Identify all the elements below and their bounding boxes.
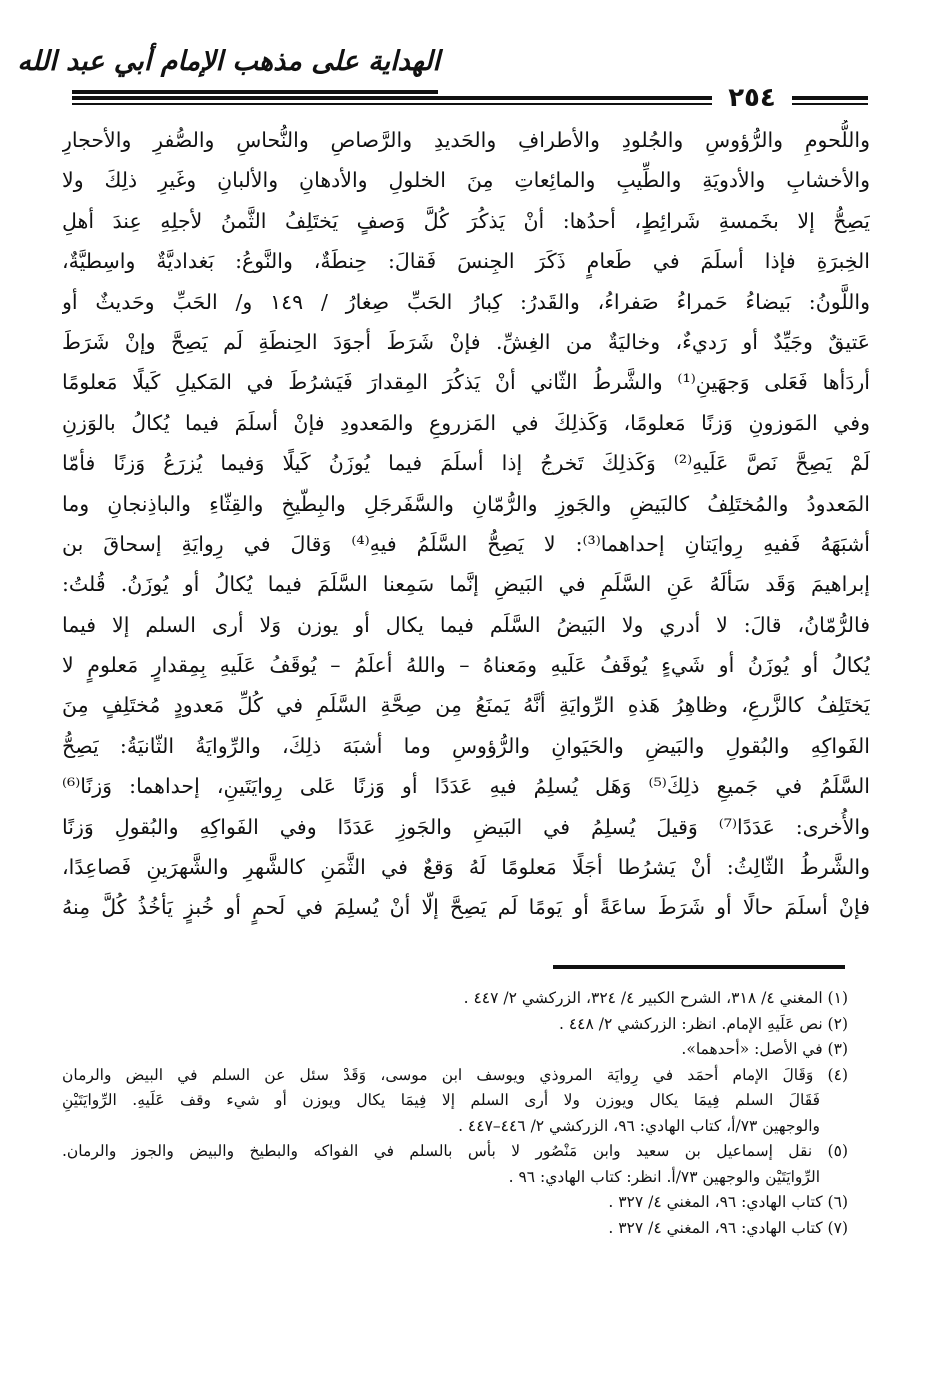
text-line: الفَواكِهِ والبُقولِ والبَيضِ والحَيَوانِ والرُّؤوسِ وما أشبَهَ ذلِكَ، والرِّوايَةُ الثّانيَةُ: يَصِحُّ [62, 733, 870, 758]
text-line: إبراهيمَ وَقَد سَألَهُ عَنِ السَّلَمِ في البَيضِ إنَّما سَمِعنا السَّلَمَ فيما يُكالُ أو يُوزَنُ. قُلتُ: [62, 572, 870, 597]
footnote-7: (٧) كتاب الهادي: ٩٦، المغني ٤/ ٣٢٧ . [608, 1218, 848, 1237]
main-text [62, 120, 870, 928]
text-line: يَختَلِفُ كالزَّرعِ، وظاهِرُ هَذهِ الرِّوايَةِ أنَّهُ يَمنَعُ مِن صِحَّةِ السَّلَمِ في كُلِّ مَعدودٍ مُختَلِفٍ مِنَ [62, 693, 870, 718]
page-number-rule-left [72, 96, 712, 100]
page-number-rule-left-thin [72, 103, 712, 105]
footnote-6: (٦) كتاب الهادي: ٩٦، المغني ٤/ ٣٢٧ . [608, 1193, 848, 1211]
text-line: أشبَهَهُ فَفيهِ رِوايَتانِ إحداهما⁽³⁾: لا يَصِحُّ السَّلَمُ فيهِ⁽⁴⁾ وَقالَ في رِوايَةِ إسحاقَ بن [62, 531, 870, 556]
footnote-4-cont: فَقَالَ السلم فِيمَا يكال ويوزن ولا أرى السلم إلا فِيمَا يكال ويوزن أو شيء وقف عَلَيهِ. الرِّوايَتَيْنِ [62, 1091, 820, 1109]
text-line: والأخشابِ والأدويَةِ والطِّيبِ والمائِعاتِ مِنَ الخلولِ والأدهانِ والألبانِ وغَيرِ ذلِكَ ولا [62, 168, 870, 193]
text-line: يُكالُ أو يُوزَنُ أو شَيءٍ يُوقَفُ عَلَيهِ ومَعناهُ – واللهُ أعلَمُ – يُوقَفُ عَلَيهِ بِمِقدارٍ مَعلومٍ لا [62, 653, 870, 678]
text-line: يَصِحُّ إلا بخَمسةِ شَرائِطٍ، أحدُها: أنْ يَذكُرَ كُلَّ وَصفٍ يَختَلِفُ الثَّمنُ لأجلِهِ عِندَ أهلِ [62, 208, 870, 233]
text-line: واللُّحومِ والرُّؤوسِ والجُلودِ والأطرافِ والحَديدِ والرَّصاصِ والنُّحاسِ والصُّفرِ والأحجارِ [62, 128, 870, 152]
footnote-5-cont: الرِّوايَتَيْن والوجهين ٧٣/أ. انظر: كتاب الهادي: ٩٦ . [508, 1167, 820, 1186]
footnote-5: (٥) نقل إسماعيل بن سعيد وابن مَنْصُور لا بأس بالسلم في الفواكه والبطيخ والبيض والجوز والرمان. [62, 1142, 848, 1160]
footnotes [62, 986, 848, 1241]
text-line: والأُخرى: عَدَدًا⁽⁷⁾ وَقيلَ يُسلِمُ في البَيضِ والجَوزِ عَدَدًا وفي الفَواكِهِ والبُقولِ وَزنًا [62, 814, 870, 839]
page-number-rule-right [792, 96, 868, 100]
page-number-rule-right-thin [792, 103, 868, 105]
footnote-3: (٣) في الأصل: «أحدهما». [681, 1040, 848, 1058]
text-line: فالرُّمّانُ، قالَ: لا أدري ولا البَيضُ السَّلَم فيما يكال أو يوزن وَلا أرى السلم إلا فيما [62, 612, 870, 637]
text-line: عَتيقٌ وجَيِّدٌ أو رَديءٌ، وخاليَةٌ من الغِشِّ. فإنْ شَرَطَ أجوَدَ الحِنطَةِ لَم يَصِحَّ وإنْ شَرَطَ [62, 329, 870, 354]
text-line: أردَأها فَعَلى وَجهَينِ⁽¹⁾ والشَّرطُ الثّاني أنْ يَذكُرَ المِقدارَ فَيَشرُطَ في المَكيلِ كَيلًا مَعلومًا [62, 370, 870, 395]
footnote-4: (٤) وَقَالَ الإمام أحمَد في رِوايَة المروذي ويوسف ابن موسى، وَقَدْ سئل عن السلم في البيض والرمان [62, 1065, 848, 1084]
footnote-separator [553, 965, 845, 969]
text-line: والشَّرطُ الثّالِثُ: أنْ يَشرُطا أجَلًا مَعلومًا لَهُ وَقعٌ في الثَّمَنِ كالشَّهرِ والشَّهرَينِ فَصاعِدًا، [62, 855, 870, 880]
footnote-4-cont: والوجهين ٧٣/أ، كتاب الهادي: ٩٦، الزركشي ٢/ ٤٤٦–٤٤٧ . [458, 1116, 820, 1135]
text-line: لَمْ يَصِحَّ نَصَّ عَلَيهِ⁽²⁾ وَكَذلِكَ تَخرجُ إذا أسلَمَ فيما يُوزَنُ كَيلًا وَفيما يُزرَعُ وَزنًا فأمّا [62, 451, 870, 476]
text-line: المَعدودُ والمُختَلِفُ كالبَيضِ والجَوزِ والرُّمّانِ والسَّفَرجَلِ والبِطّيخِ والقِثّاءِ والباذِنجانِ وما [62, 491, 870, 516]
footnote-1: (١) المغني ٤/ ٣١٨، الشرح الكبير ٤/ ٣٢٤، الزركشي ٢/ ٤٤٧ . [463, 989, 848, 1007]
text-line: السَّلَمُ في جَميعِ ذلِكَ⁽⁵⁾ وَهَل يُسلِمُ فيهِ عَدَدًا أو وَزنًا عَلى رِوايَتَينِ، إحداهما: وَزنًا⁽⁶⁾ [62, 774, 870, 799]
header-rule-thick [72, 90, 438, 94]
text-line: وفي المَوزونِ وَزنًا مَعلومًا، وَكَذلِكَ في المَزروعِ والمَعدودِ فإنْ أسلَمَ فيما يُكالُ بالوَزنِ [62, 410, 870, 435]
running-title: الهداية على مذهب الإمام أبي عبد الله [17, 46, 440, 77]
footnote-2: (٢) نص عَلَيهِ الإمام. انظر: الزركشي ٢/ ٤٤٨ . [559, 1014, 848, 1033]
text-line: الخِبرَةِ فإذا أسلَمَ في طَعامٍ ذَكَرَ الجِنسَ فَقالَ: حِنطَةٌ، والنَّوعُ: بَغداديَّةٌ واسِطيَّةٌ، [62, 249, 870, 274]
page-number: ٢٥٤ [728, 83, 776, 113]
text-line: واللَّونُ: بَيضاءُ حَمراءُ صَفراءُ، والقَدرُ: كِبارُ الحَبِّ صِغارُ / ١٤٩ و/ الحَبِّ وحَديثٌ أو [62, 289, 870, 314]
text-line: فإنْ أسلَمَ حالًا أو شَرَطَ ساعَةً أو يَومًا لَم يَصِحَّ إلّا أنْ يُسلِمَ في لَحمٍ أو خُبزٍ يَأخُذُ كُلَّ مِنهُ [62, 895, 870, 920]
